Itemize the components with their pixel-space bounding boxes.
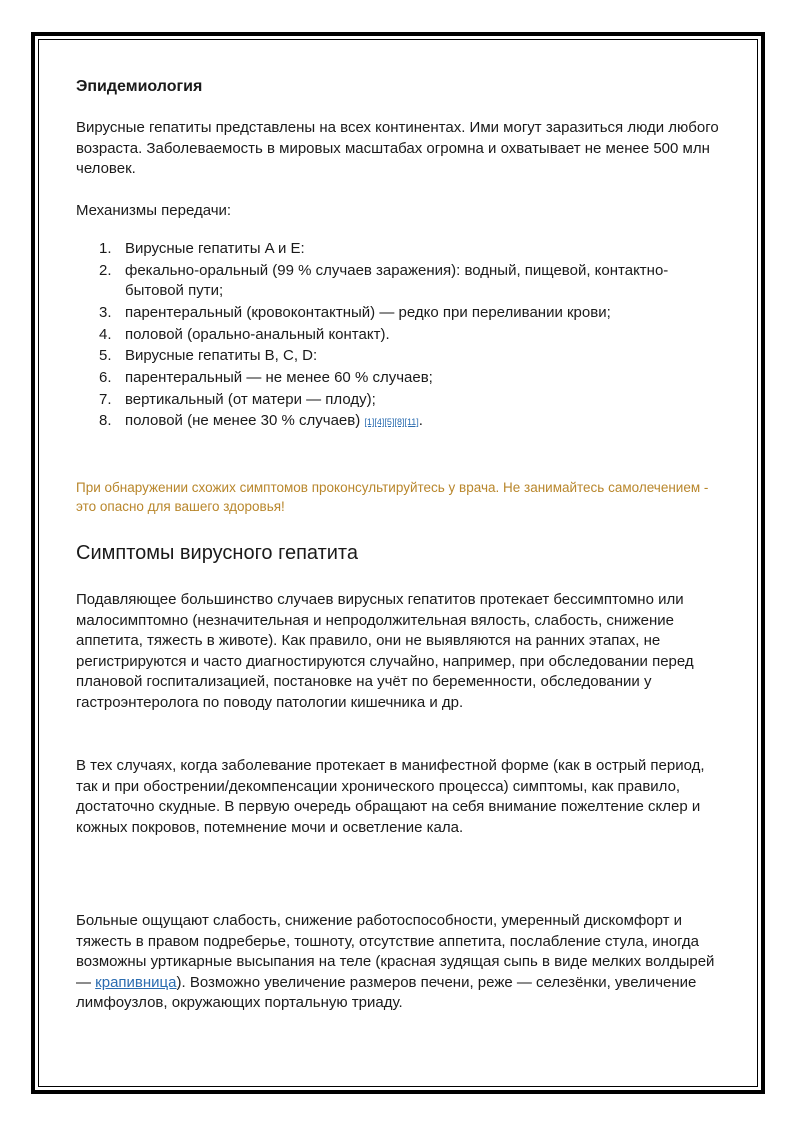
paragraph-epidemiology: Вирусные гепатиты представлены на всех континентах. Ими могут заразиться люди любого возраста. Заболеваемость в мировых масштабах огромна и охватывает не менее 500 млн человек. — [76, 119, 719, 177]
list-item: 8. половой (не менее 30 % случаев) [1][4][5][8][11]. — [99, 412, 423, 430]
heading-symptoms: Симптомы вирусного гепатита — [76, 542, 358, 564]
list-item: 4. половой (орально-анальный контакт). — [99, 325, 390, 343]
paragraph-symptoms-2: В тех случаях, когда заболевание протекает в манифестной форме (как в острый период, так и при обострении/декомпенсации хронического процесса) симптомы, как правило, достаточно скудные. В первую очередь обращают на себя внимание пожелтение склер и кожных покровов, потемнение мочи и осветление кала. — [76, 757, 705, 836]
mechanisms-label: Механизмы передачи: — [76, 202, 232, 219]
medical-warning: При обнаружении схожих симптомов проконсультируйтесь у врача. Не занимайтесь самолечением - это опасно для вашего здоровья! — [76, 480, 709, 514]
list-item: 5. Вирусные гепатиты B, C, D: — [99, 347, 318, 365]
paragraph-symptoms-1: Подавляющее большинство случаев вирусных гепатитов протекает бессимптомно или малосимптомно (незначительная и непродолжительная вялость, слабость, снижение аппетита, тяжесть в животе). Как правило, они не выявляются на ранних этапах, не регистрируются и часто диагностируются случайно, например, при обследовании перед плановой госпитализацией, постановке на учёт по беременности, обследовании у гастроэнтеролога по поводу патологии кишечника и др. — [76, 591, 694, 711]
reference-links[interactable]: [1][4][5][8][11] — [364, 417, 419, 428]
list-item: 6. парентеральный — не менее 60 % случаев; — [99, 368, 433, 386]
list-item: 2. фекально-оральный (99 % случаев заражения): водный, пищевой, контактно-бытовой пути; — [99, 261, 669, 300]
list-item: 3. парентеральный (кровоконтактный) — редко при переливании крови; — [99, 303, 611, 321]
transmission-list — [76, 239, 724, 434]
paragraph-symptoms-3: Больные ощущают слабость, снижение работоспособности, умеренный дискомфорт и тяжесть в правом подреберье, тошноту, отсутствие аппетита, послабление стула, иногда возможны уртикарные высыпания на теле (красная зудящая сыпь в виде мелких волдырей — крапивница). Возможно увеличение размеров печени, реже — селезёнки, увеличение лимфоузлов, окружающих портальную триаду. — [76, 912, 715, 1011]
list-item: 7. вертикальный (от матери — плоду); — [99, 390, 376, 408]
list-item: 1. Вирусные гепатиты A и E: — [99, 240, 305, 257]
heading-epidemiology: Эпидемиология — [76, 78, 203, 95]
link-krapivnitsa[interactable]: крапивница — [95, 973, 177, 991]
